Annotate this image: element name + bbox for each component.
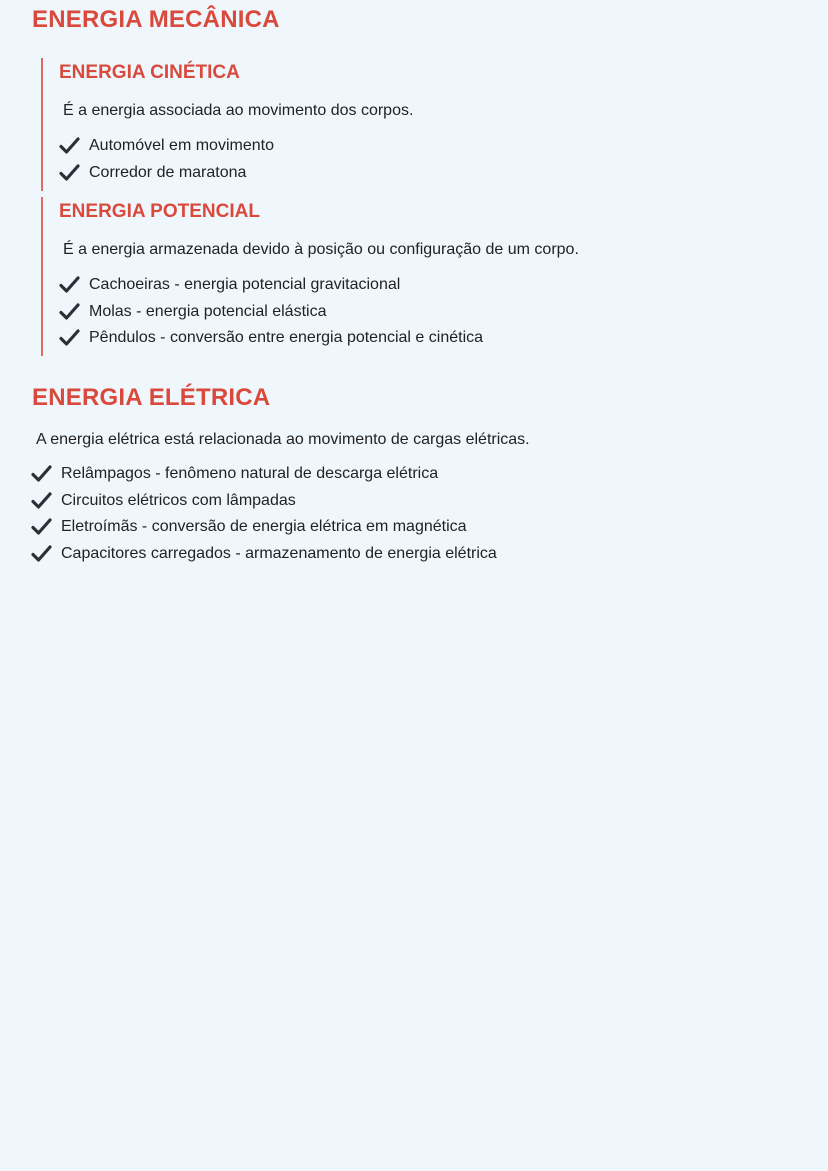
list-item [31, 488, 497, 515]
check-icon [59, 163, 81, 183]
list-item-text: Molas - energia potencial elástica [89, 302, 327, 320]
list-item-text: Corredor de maratona [89, 163, 247, 181]
check-icon [31, 464, 53, 484]
section-title-mecanica: ENERGIA MECÂNICA [32, 6, 280, 33]
list-potencial [59, 272, 483, 352]
description-cinetica: É a energia associada ao movimento dos corpos. [63, 102, 414, 119]
check-icon [59, 302, 81, 322]
list-item [59, 272, 483, 299]
subsection-title-potencial: ENERGIA POTENCIAL [59, 201, 260, 222]
check-icon [31, 544, 53, 564]
accent-bar-potencial [41, 197, 43, 356]
list-item-text: Circuitos elétricos com lâmpadas [61, 491, 296, 509]
list-item-text: Relâmpagos - fenômeno natural de descarga elétrica [61, 465, 439, 483]
check-icon [59, 275, 81, 295]
list-item-text: Pêndulos - conversão entre energia potencial e cinética [89, 329, 484, 347]
list-item [59, 325, 483, 352]
list-item [31, 541, 497, 568]
list-item-text: Capacitores carregados - armazenamento de energia elétrica [61, 544, 497, 562]
list-item [59, 133, 274, 160]
list-item [31, 514, 497, 541]
check-icon [31, 517, 53, 537]
list-cinetica [59, 133, 274, 186]
list-item [59, 160, 274, 187]
section-title-eletrica: ENERGIA ELÉTRICA [32, 384, 271, 411]
subsection-title-cinetica: ENERGIA CINÉTICA [59, 62, 240, 83]
accent-bar-cinetica [41, 58, 43, 191]
check-icon [59, 136, 81, 156]
list-item [31, 461, 497, 488]
description-eletrica: A energia elétrica está relacionada ao movimento de cargas elétricas. [36, 431, 530, 448]
list-eletrica [31, 461, 497, 567]
check-icon [59, 328, 81, 348]
check-icon [31, 491, 53, 511]
list-item-text: Automóvel em movimento [89, 137, 274, 155]
list-item-text: Cachoeiras - energia potencial gravitacional [89, 276, 401, 294]
list-item [59, 299, 483, 326]
description-potencial: É a energia armazenada devido à posição ou configuração de um corpo. [63, 241, 579, 258]
list-item-text: Eletroímãs - conversão de energia elétrica em magnética [61, 518, 467, 536]
